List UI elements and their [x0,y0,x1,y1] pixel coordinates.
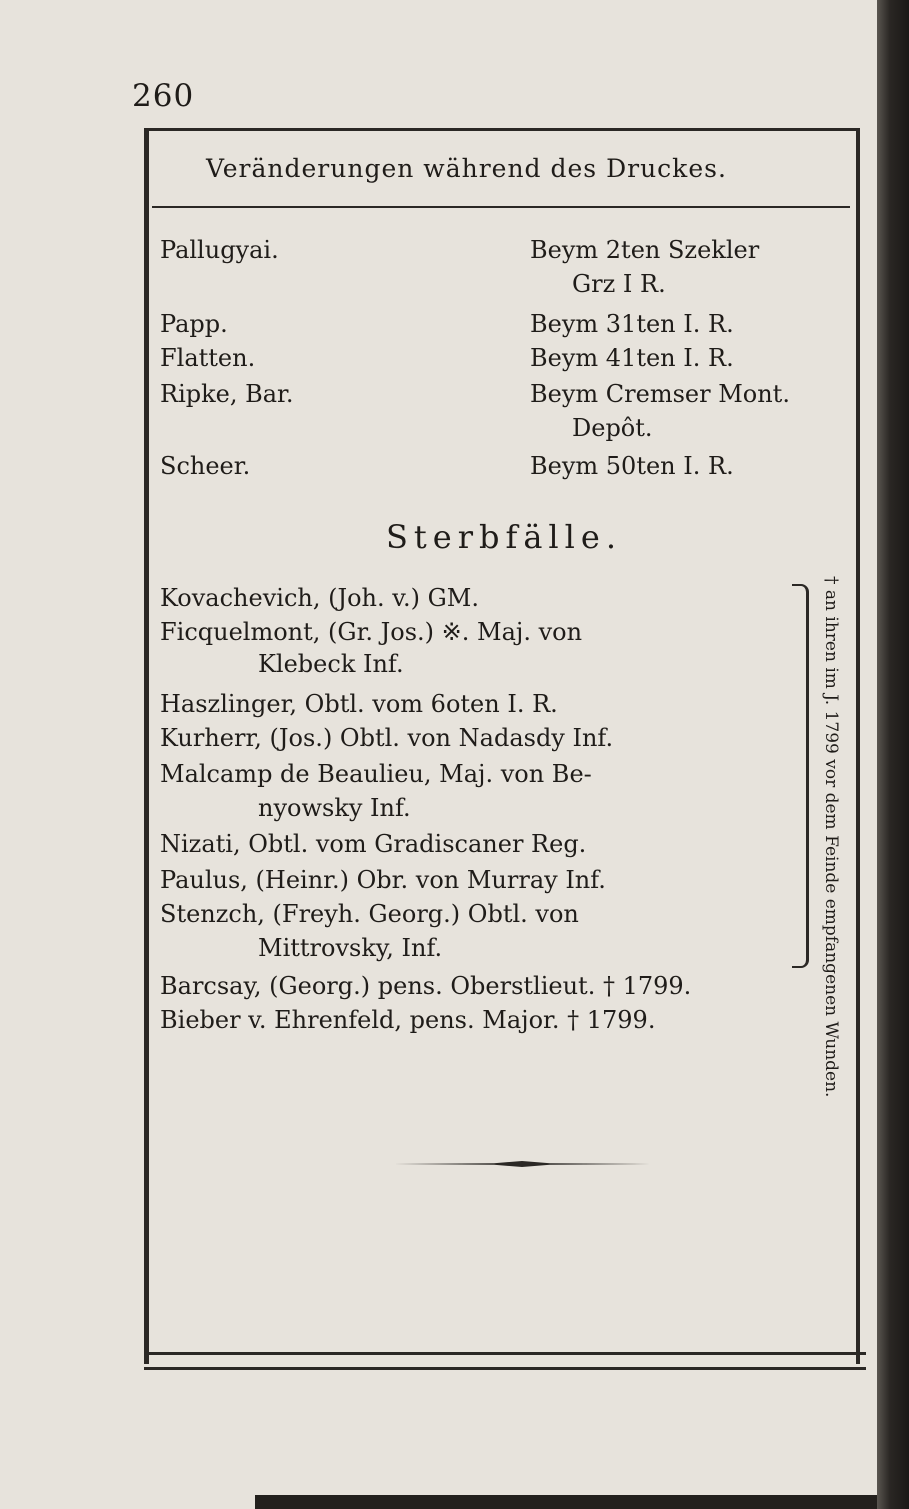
book-spine [877,0,909,1509]
death-entry: Bieber v. Ehrenfeld, pens. Major. † 1799. [160,1006,656,1034]
brace-bracket [792,584,809,968]
change-name: Scheer. [160,452,251,480]
death-entry: Kovachevich, (Joh. v.) GM. [160,584,479,612]
change-name: Pallugyai. [160,236,279,264]
change-name: Ripke, Bar. [160,380,294,408]
change-unit-cont: Depôt. [572,414,653,442]
death-entry: Haszlinger, Obtl. vom 6oten I. R. [160,690,558,718]
death-entry: Kurherr, (Jos.) Obtl. von Nadasdy Inf. [160,724,614,752]
death-entry-cont: nyowsky Inf. [258,794,411,822]
change-unit-cont: Grz I R. [572,270,666,298]
header-title: Veränderungen während des Druckes. [206,154,727,183]
death-entry: Paulus, (Heinr.) Obr. von Murray Inf. [160,866,606,894]
death-entry: Stenzch, (Freyh. Georg.) Obtl. von [160,900,579,928]
change-unit: Beym Cremser Mont. [530,380,790,408]
side-note: † an ihren im J. 1799 vor dem Feinde empfangenen Wunden. [821,576,841,1098]
section-title: Sterbfälle. [386,518,622,556]
death-entry: Ficquelmont, (Gr. Jos.) ※. Maj. von [160,618,583,646]
page-number: 260 [132,78,195,114]
frame-left-border [144,128,149,1364]
death-entry: Barcsay, (Georg.) pens. Oberstlieut. † 1799. [160,972,692,1000]
change-unit: Beym 50ten I. R. [530,452,734,480]
death-entry: Nizati, Obtl. vom Gradiscaner Reg. [160,830,587,858]
change-unit: Beym 31ten I. R. [530,310,734,338]
death-entry: Malcamp de Beaulieu, Maj. von Be- [160,760,592,788]
frame-top-border [144,128,860,131]
death-entry-cont: Mittrovsky, Inf. [258,934,443,962]
death-entry-cont: Klebeck Inf. [258,650,404,678]
change-unit: Beym 41ten I. R. [530,344,734,372]
frame-right-border [856,128,860,1364]
frame-bottom-border [144,1352,866,1370]
page-edge-shadow [255,1495,877,1509]
change-name: Flatten. [160,344,256,372]
header-divider [152,206,850,208]
change-name: Papp. [160,310,228,338]
ornamental-rule [394,1160,650,1166]
change-unit: Beym 2ten Szekler [530,236,760,264]
